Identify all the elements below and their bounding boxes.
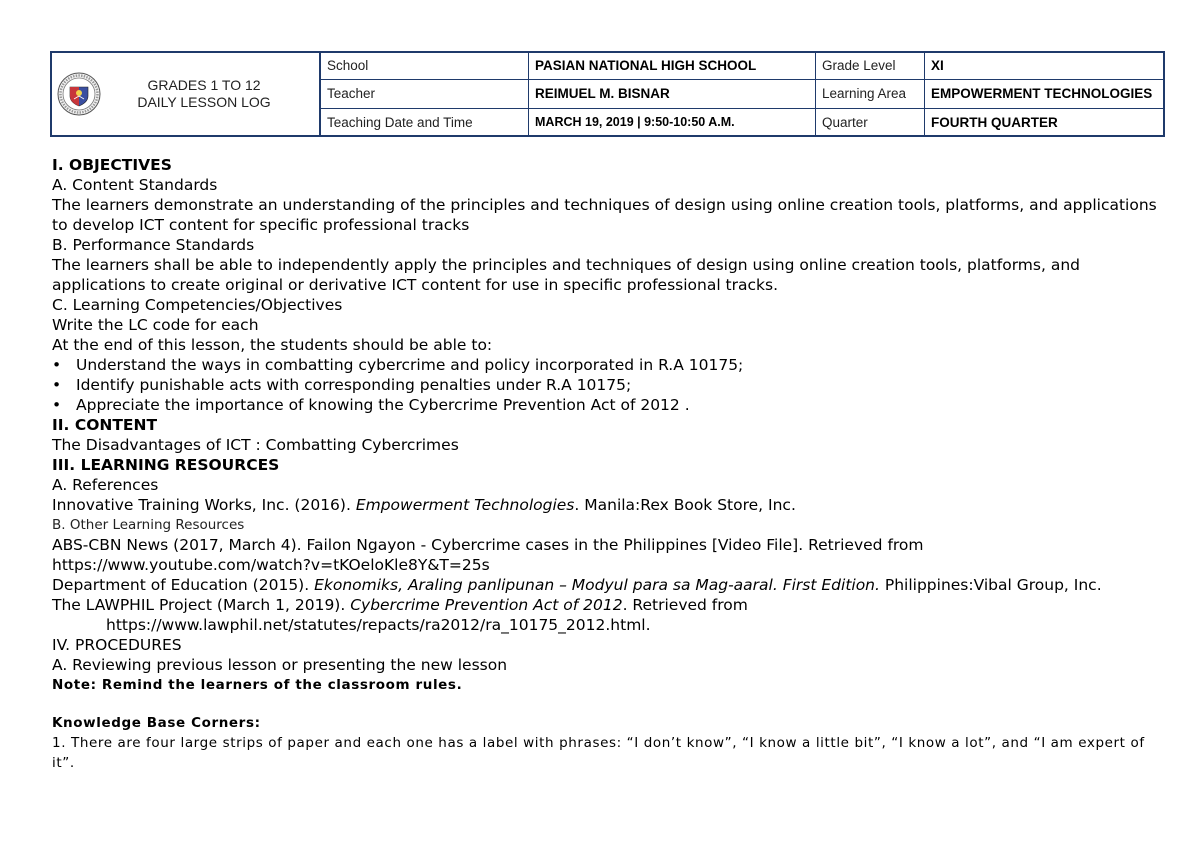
reference-4-title: Cybercrime Prevention Act of 2012 (350, 596, 623, 614)
reference-1 (52, 495, 1157, 515)
reference-4 (52, 595, 1157, 615)
reference-4-author: The LAWPHIL Project (March 1, 2019). (52, 596, 351, 614)
list-item: • Understand the ways in combatting cybercrime and policy incorporated in R.A 10175; (52, 355, 1157, 375)
header-row-date (321, 109, 1164, 136)
content-standards-text: The learners demonstrate an understanding of the principles and techniques of design using online creation tools, platforms, and applications to develop ICT content for specific professional tracks (52, 196, 1157, 234)
list-item: • Appreciate the importance of knowing the Cybercrime Prevention Act of 2012 . (52, 395, 1157, 415)
performance-standards-text: The learners shall be able to independently apply the principles and techniques of design using online creation tools, platforms, and applications to create original or derivative ICT content for use in specific professional tracks. (52, 256, 1080, 294)
teacher-value: REIMUEL M. BISNAR (529, 79, 816, 108)
reference-4-retrieved: . Retrieved from (622, 596, 748, 614)
knowledge-base-heading: Knowledge Base Corners: (52, 715, 261, 731)
procedures-heading: IV. PROCEDURES (52, 636, 182, 654)
knowledge-base-text: 1. There are four large strips of paper and each one has a label with phrases: “I don’t know”, “I know a little bit”, “I know a lot”, and “I am expert of it”. (52, 735, 1145, 771)
performance-standards-label: B. Performance Standards (52, 236, 255, 254)
header-title (101, 77, 319, 111)
teaching-date-value: MARCH 19, 2019 | 9:50-10:50 A.M. (529, 109, 816, 136)
learning-competencies-label: C. Learning Competencies/Objectives (52, 296, 343, 314)
header-logo-cell (52, 53, 320, 135)
header-row-teacher (321, 79, 1164, 108)
reference-3-publisher: Philippines:Vibal Group, Inc. (879, 576, 1102, 594)
header-info-table (320, 53, 1163, 135)
teacher-label: Teacher (321, 79, 529, 108)
deped-seal-icon (57, 72, 101, 116)
reference-1-publisher: . Manila:Rex Book Store, Inc. (574, 496, 796, 514)
objectives-list (52, 355, 1157, 415)
references-label: A. References (52, 476, 159, 494)
header-title-line1: GRADES 1 TO 12 (147, 77, 261, 93)
reference-2-link[interactable]: https://www.youtube.com/watch?v=tKOeloKle8Y&T=25s (52, 556, 490, 574)
reference-1-title: Empowerment Technologies (355, 496, 575, 514)
school-label: School (321, 53, 529, 79)
header-row-school (321, 53, 1164, 79)
reference-3 (52, 575, 1157, 595)
list-item: • Identify punishable acts with corresponding penalties under R.A 10175; (52, 375, 1157, 395)
learning-area-value: EMPOWERMENT TECHNOLOGIES (925, 79, 1164, 108)
quarter-label: Quarter (816, 109, 925, 136)
teaching-date-label: Teaching Date and Time (321, 109, 529, 136)
content-heading: II. CONTENT (52, 416, 158, 434)
reference-2-line1: ABS-CBN News (2017, March 4). Failon Ngayon - Cybercrime cases in the Philippines [Video File]. Retrieved from (52, 536, 924, 554)
grade-level-value: XI (925, 53, 1164, 79)
header-table (50, 51, 1165, 137)
header-title-line2: DAILY LESSON LOG (137, 94, 271, 110)
content-text: The Disadvantages of ICT : Combatting Cybercrimes (52, 436, 459, 454)
quarter-value: FOURTH QUARTER (925, 109, 1164, 136)
reference-3-author: Department of Education (2015). (52, 576, 315, 594)
classroom-rules-note: Note: Remind the learners of the classroom rules. (52, 677, 463, 693)
reference-1-author: Innovative Training Works, Inc. (2016). (52, 496, 356, 514)
learning-area-label: Learning Area (816, 79, 925, 108)
objectives-heading: I. OBJECTIVES (52, 156, 172, 174)
grade-level-label: Grade Level (816, 53, 925, 79)
objectives-intro: At the end of this lesson, the students should be able to: (52, 336, 493, 354)
spacer (52, 695, 1157, 713)
procedure-a-label: A. Reviewing previous lesson or presenting the new lesson (52, 656, 508, 674)
content-standards-label: A. Content Standards (52, 176, 218, 194)
reference-3-title: Ekonomiks, Araling panlipunan – Modyul para sa Mag-aaral. First Edition. (314, 576, 880, 594)
other-resources-label: B. Other Learning Resources (52, 517, 245, 533)
lesson-body (52, 155, 1157, 773)
resources-heading: III. LEARNING RESOURCES (52, 456, 280, 474)
school-value: PASIAN NATIONAL HIGH SCHOOL (529, 53, 816, 79)
lc-code-text: Write the LC code for each (52, 316, 259, 334)
reference-4-link[interactable]: https://www.lawphil.net/statutes/repacts/ra2012/ra_10175_2012.html. (106, 616, 651, 634)
